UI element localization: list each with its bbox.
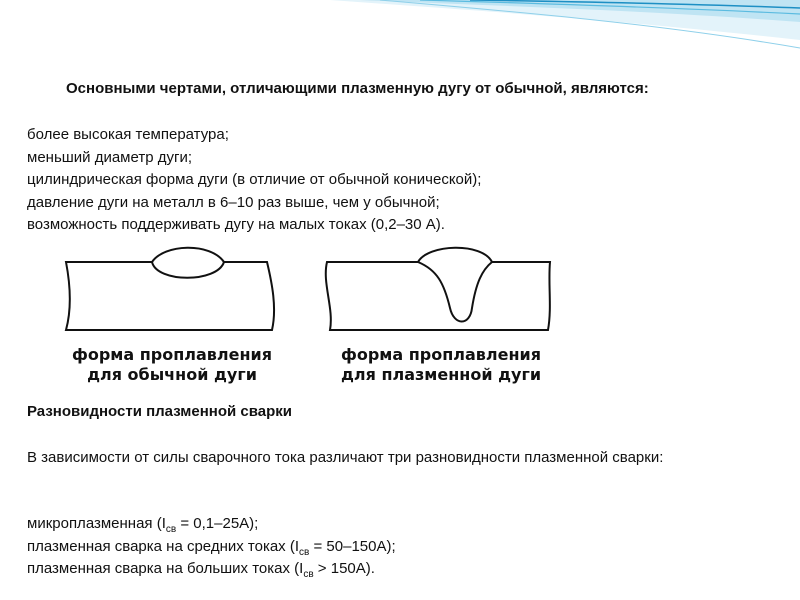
- intro-paragraph: В зависимости от силы сварочного тока различают три разновидности плазменной сварки:: [27, 449, 664, 466]
- features-heading: Основными чертами, отличающими плазменную дугу от обычной, являются:: [66, 80, 649, 97]
- list-item: давление дуги на металл в 6–10 раз выше, чем у обычной;: [27, 193, 440, 211]
- features-list: [27, 124, 481, 237]
- plasma-arc-label: форма проплавления для плазменной дуги: [340, 345, 542, 384]
- conventional-arc-label: форма проплавления для обычной дуги: [71, 345, 273, 384]
- section-title: Разновидности плазменной сварки: [27, 403, 292, 420]
- list-item: микроплазменная $(I_{св} = 0,1-25А)$;: [27, 515, 259, 535]
- conventional-arc-plate: [66, 248, 274, 330]
- list-item: цилиндрическая форма дуги (в отличие от обычной конической);: [27, 171, 482, 188]
- list-item: плазменная сварка на больших токах $(I_{св} > 150А)$.: [27, 560, 375, 580]
- welding-types-list: [27, 513, 396, 581]
- plasma-arc-plate: [326, 248, 550, 330]
- list-item: более высокая температура;: [27, 126, 229, 143]
- penetration-shape-figure: [52, 238, 566, 388]
- penetration-diagram: [52, 238, 566, 338]
- list-item: меньший диаметр дуги;: [27, 148, 192, 166]
- list-item: плазменная сварка на средних токах $(I_{св} = 50-150А)$;: [27, 537, 396, 558]
- list-item: возможность поддерживать дугу на малых токах (0,2–30 А).: [27, 216, 445, 233]
